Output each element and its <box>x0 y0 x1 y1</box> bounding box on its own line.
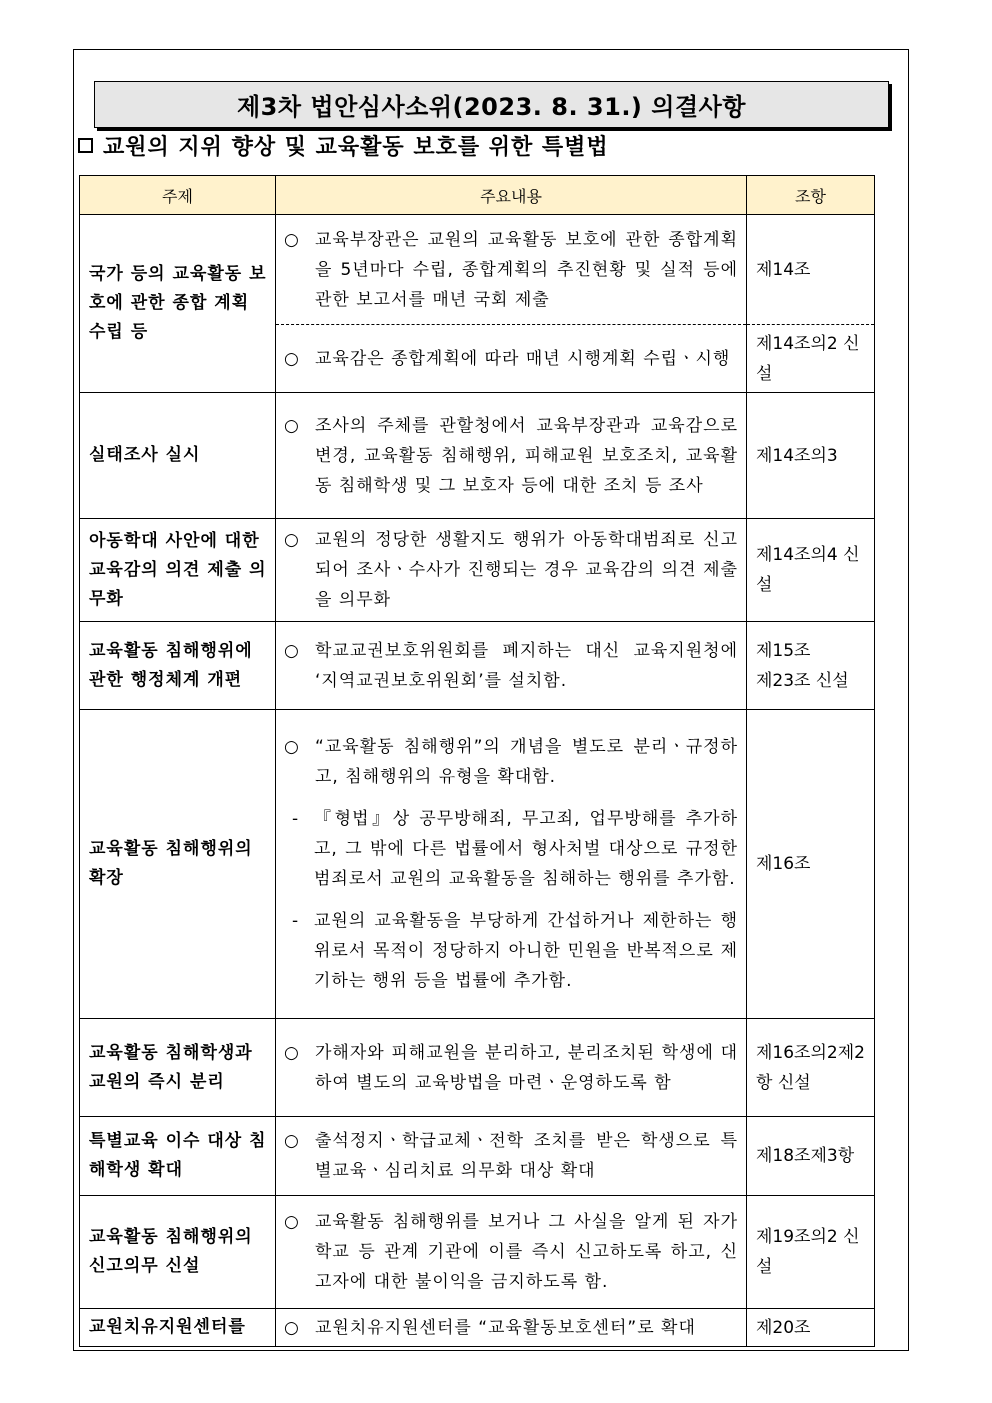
clause-cell: 제19조의2 신설 <box>747 1196 875 1309</box>
circle-bullet-icon: ○ <box>284 737 300 757</box>
topic-cell: 교육활동 침해행위의 확장 <box>80 710 276 1019</box>
clause-cell: 제14조의2 신설 <box>747 325 875 393</box>
sub-content-text: 『형법』상 공무방해죄, 무고죄, 업무방해를 추가하고, 그 밖에 다른 법률에서 형사처벌 대상으로 규정한 범죄로서 교원의 교육활동을 침해하는 행위를 추가함. <box>314 809 738 889</box>
title-banner <box>94 81 889 128</box>
content-text: 학교교권보호위원회를 폐지하는 대신 교육지원청에 ‘지역교권보호위원회’를 설치함. <box>315 640 738 691</box>
content-cell <box>276 1019 747 1117</box>
content-text: 조사의 주체를 관할청에서 교육부장관과 교육감으로 변경, 교육활동 침해행위, 피해교원 보호조치, 교육활동 침해학생 및 그 보호자 등에 대한 조치 등 조사 <box>315 415 738 496</box>
table-row <box>80 622 875 710</box>
table-row <box>80 1117 875 1196</box>
table-row <box>80 393 875 519</box>
topic-cell: 교원치유지원센터를 <box>80 1309 276 1347</box>
page-title: 제3차 법안심사소위(2023. 8. 31.) 의결사항 <box>236 93 746 121</box>
clause-cell: 제16조 <box>747 710 875 1019</box>
content-text: 교육활동 침해행위를 보거나 그 사실을 알게 된 자가 학교 등 관계 기관에 이를 즉시 신고하도록 하고, 신고자에 대한 불이익을 금지하도록 함. <box>315 1212 738 1292</box>
header-clause: 조항 <box>747 176 875 215</box>
sub-content-text: 교원의 교육활동을 부당하게 간섭하거나 제한하는 행위로서 목적이 정당하지 아니한 민원을 반복적으로 제기하는 행위 등을 법률에 추가함. <box>314 911 738 991</box>
content-text: 교육감은 종합계획에 따라 매년 시행계획 수립ㆍ시행 <box>315 348 731 369</box>
circle-bullet-icon: ○ <box>284 1042 300 1063</box>
content-text: 교원의 정당한 생활지도 행위가 아동학대범죄로 신고되어 조사ㆍ수사가 진행되는 경우 교육감의 의견 제출을 의무화 <box>315 530 738 610</box>
topic-cell: 교육활동 침해행위에 관한 행정체계 개편 <box>80 622 276 710</box>
content-cell <box>276 325 747 393</box>
section-heading <box>78 128 609 162</box>
content-text: “교육활동 침해행위”의 개념을 별도로 분리ㆍ규정하고, 침해행위의 유형을 확대함. <box>315 737 738 787</box>
clause-cell <box>747 622 875 710</box>
circle-bullet-icon: ○ <box>284 1131 300 1151</box>
checkbox-square-icon <box>78 138 93 153</box>
content-cell <box>276 710 747 1019</box>
circle-bullet-icon: ○ <box>284 1317 300 1338</box>
header-content: 주요내용 <box>276 176 747 215</box>
topic-cell: 특별교육 이수 대상 침해학생 확대 <box>80 1117 276 1196</box>
circle-bullet-icon: ○ <box>284 348 300 369</box>
topic-cell: 실태조사 실시 <box>80 393 276 519</box>
circle-bullet-icon: ○ <box>284 640 300 661</box>
content-text: 교원치유지원센터를 “교육활동보호센터”로 확대 <box>315 1317 696 1338</box>
clause-text: 제15조 제23조 신설 <box>756 640 849 691</box>
dash-bullet-icon: - <box>292 809 300 829</box>
content-text: 교육부장관은 교원의 교육활동 보호에 관한 종합계획을 5년마다 수립, 종합계획의 추진현황 및 실적 등에 관한 보고서를 매년 국회 제출 <box>315 229 738 310</box>
table-row <box>80 1196 875 1309</box>
topic-cell: 교육활동 침해학생과 교원의 즉시 분리 <box>80 1019 276 1117</box>
content-text: 가해자와 피해교원을 분리하고, 분리조치된 학생에 대하여 별도의 교육방법을 마련ㆍ운영하도록 함 <box>315 1042 738 1093</box>
content-cell <box>276 215 747 325</box>
header-topic: 주제 <box>80 176 276 215</box>
content-cell <box>276 1117 747 1196</box>
table-row <box>80 1019 875 1117</box>
clause-cell: 제14조의4 신설 <box>747 519 875 622</box>
table-row <box>80 215 875 325</box>
circle-bullet-icon: ○ <box>284 229 300 250</box>
clause-cell: 제14조 <box>747 215 875 325</box>
clause-cell: 제16조의2제2항 신설 <box>747 1019 875 1117</box>
content-cell <box>276 519 747 622</box>
clause-cell: 제20조 <box>747 1309 875 1347</box>
table-row <box>80 519 875 622</box>
table-row <box>80 1309 875 1347</box>
section-title: 교원의 지위 향상 및 교육활동 보호를 위한 특별법 <box>103 134 609 160</box>
table-header-row <box>80 176 875 215</box>
clause-cell: 제18조제3항 <box>747 1117 875 1196</box>
circle-bullet-icon: ○ <box>284 415 300 436</box>
content-cell <box>276 1309 747 1347</box>
content-text: 출석정지ㆍ학급교체ㆍ전학 조치를 받은 학생으로 특별교육ㆍ심리치료 의무화 대상 확대 <box>315 1131 738 1181</box>
content-cell <box>276 622 747 710</box>
content-cell <box>276 1196 747 1309</box>
clause-cell: 제14조의3 <box>747 393 875 519</box>
topic-cell: 아동학대 사안에 대한 교육감의 의견 제출 의무화 <box>80 519 276 622</box>
topic-cell: 교육활동 침해행위의 신고의무 신설 <box>80 1196 276 1309</box>
dash-bullet-icon: - <box>292 911 300 931</box>
content-cell <box>276 393 747 519</box>
circle-bullet-icon: ○ <box>284 1212 300 1232</box>
resolution-table <box>79 175 875 1347</box>
topic-cell: 국가 등의 교육활동 보호에 관한 종합 계획 수립 등 <box>80 215 276 393</box>
circle-bullet-icon: ○ <box>284 530 300 550</box>
table-row <box>80 710 875 1019</box>
